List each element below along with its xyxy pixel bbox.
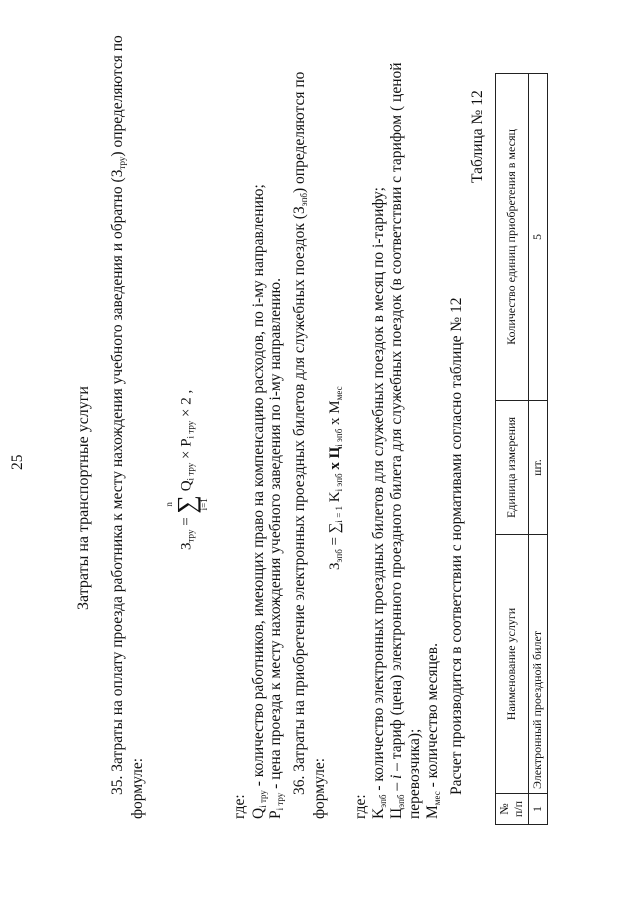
calc-note: Расчет производится в соответствии с нормативами согласно таблице № 12 [448, 297, 465, 795]
item36-formula: $З_{эпб} = \sum_{i = 1}$ $K_{i эпб}$ x $Ц_{i эпб}$ x $M_{мес}$ [327, 386, 344, 570]
item36-line1: 36. Затраты на приобретение электронных проездных билетов для служебных поездок $(З_{эпб})$ определяются по [291, 71, 309, 795]
item36-c-definition: $Ц_{эпб}$ – i – тариф (цена) электронного проездного билета для служебных поездок (в соответствии с тарифом ( ценой [388, 62, 406, 819]
item35-q-definition: $Q_{i тру}$ - количество работников, имеющих право на компенсацию расходов, по i-му направлению; [250, 184, 268, 819]
table-caption: Таблица № 12 [469, 90, 486, 183]
table-header-row [496, 74, 529, 825]
item35-line2: формуле: [129, 757, 146, 819]
table-cell: 1 [528, 794, 547, 825]
item35-formula: $З_{тру}$ = n ∑ i=1 $Q_{i тру} \times P_{i тру} \times 2$ , [164, 389, 209, 550]
section-title: Затраты на транспортные услуги [75, 386, 92, 610]
table-cell: шт. [528, 401, 547, 535]
table-header-cell: Наименование услуги [496, 535, 529, 794]
item36-k-definition: $K_{эпб}$ - количество электронных проездных билетов для служебных поездок в месяц по i-тарифу; [370, 187, 388, 819]
norms-table [495, 73, 548, 825]
table-cell: 5 [528, 74, 547, 401]
item35-where: где: [231, 794, 248, 819]
page-number: 25 [9, 454, 26, 470]
item36-where: где: [352, 794, 369, 819]
table-header-cell: № п/п [496, 794, 529, 825]
table-header-cell: Количество единиц приобретения в месяц [496, 74, 529, 401]
item36-m-definition: $M_{мес}$ - количество месяцев. [424, 643, 442, 819]
item36-c-definition-cont: перевозчика); [406, 728, 423, 819]
item36-line2: формуле: [311, 757, 328, 819]
table-row [528, 74, 547, 825]
table-cell: Электронный проездной билет [528, 535, 547, 794]
table-header-cell: Единица измерения [496, 401, 529, 535]
item35-p-definition: $P_{i тру}$ - цена проезда к месту нахождения учебного заведения по i-му направлению. [267, 277, 285, 819]
item35-line1: 35. Затраты на оплату проезда работника к месту нахождения учебного заведения и обратно $(З_{тру})$ определяются по [109, 35, 127, 795]
